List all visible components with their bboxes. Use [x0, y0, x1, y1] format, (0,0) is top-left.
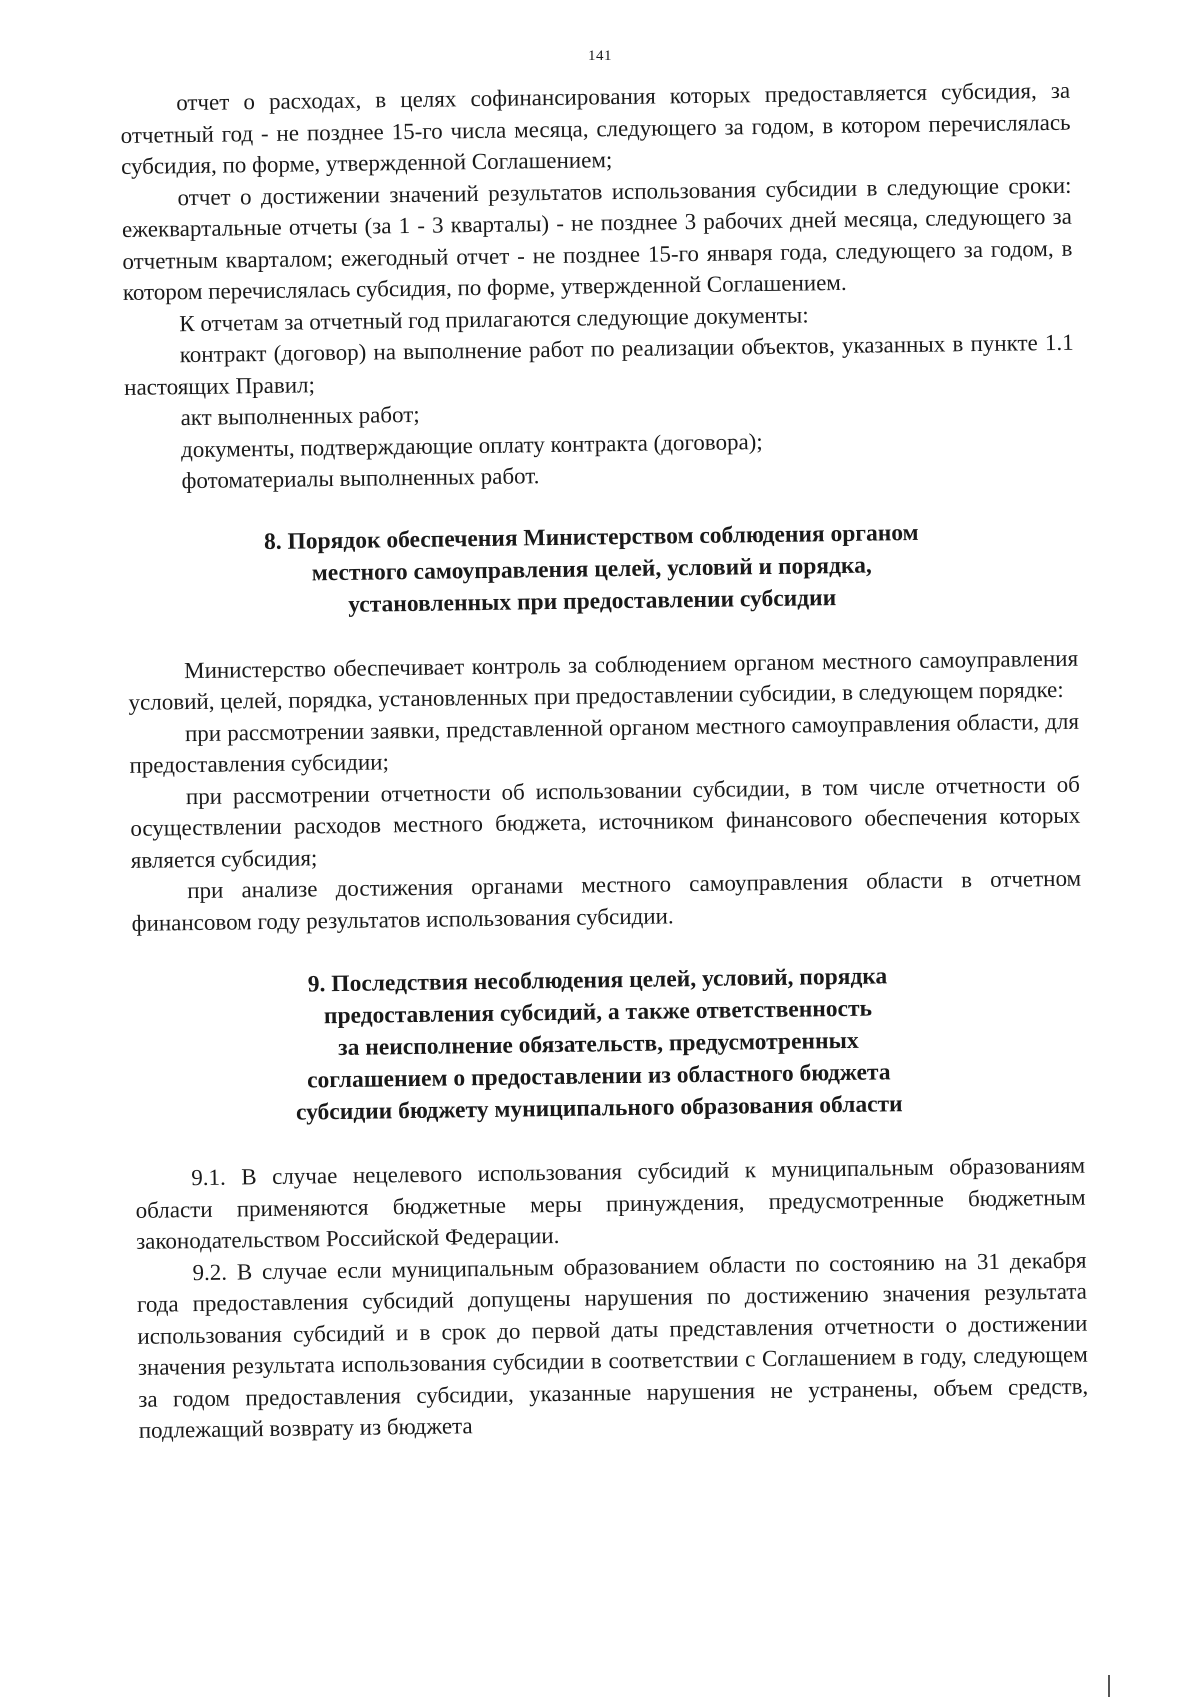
section-title-line: соглашением о предоставлении из областного бюджета [306, 1059, 891, 1094]
page-number: 141 [588, 48, 612, 64]
paragraph: документы, подтверждающие оплату контракта (договора); [180, 428, 763, 462]
paragraph: 9.1. В случае нецелевого использования субсидий к муниципальным образованиям области применяются бюджетные меры принуждения, предусмотренные бюджетным законодательством Российской Федерации. [135, 1152, 1086, 1254]
paragraph: акт выполненных работ; [180, 401, 420, 431]
section-9-body [135, 1150, 1089, 1447]
section-title-line: установленных при предоставлении субсидии [348, 584, 837, 618]
paragraph: Министерство обеспечивает контроль за соблюдением органом местного самоуправления условий, целей, порядка, установленных при предоставлении субсидии, в следующем порядке: [128, 645, 1079, 715]
paragraph: при рассмотрении отчетности об использовании субсидии, в том числе отчетности об осуществлении расходов местного бюджета, источником финансового обеспечения которых является субсидия; [130, 771, 1081, 873]
section-8-title [126, 514, 1077, 623]
section-title-line: 8. Порядок обеспечения Министерством соблюдения органом [263, 519, 919, 555]
paragraph: отчет о расходах, в целях софинансирования которых предоставляется субсидия, за отчетный год - не позднее 15-го числа месяца, следующего за годом, в котором перечислялась субсидия, по форме, утвержденной Соглашением; [120, 77, 1071, 179]
section-title-line: местного самоуправления целей, условий и порядка, [311, 552, 872, 586]
section-title-line: субсидии бюджету муниципального образования области [295, 1091, 903, 1126]
paragraph: фотоматериалы выполненных работ. [181, 463, 540, 494]
document-body [120, 75, 1089, 1447]
paragraph: К отчетам за отчетный год прилагаются следующие документы: [179, 301, 809, 336]
section-8-body [128, 642, 1082, 939]
paragraph: контракт (договор) на выполнение работ по реализации объектов, указанных в пункте 1.1 настоящих Правил; [124, 329, 1074, 400]
paragraph: при анализе достижения органами местного самоуправления области в отчетном финансовом году результатов использования субсидии. [131, 865, 1082, 936]
paragraph: отчет о достижении значений результатов использования субсидии в следующие сроки: ежеквартальные отчеты (за 1 - 3 кварталы) - не позднее 3 рабочих дней месяца, следующего за отчетным кварталом; ежегодный отчет - не позднее 15-го января года, следующего за годом, в котором перечислялась субсидия, по форме, утвержденной Соглашением. [121, 172, 1073, 305]
paragraph: при рассмотрении заявки, представленной органом местного самоуправления области, для предоставления субсидии; [129, 708, 1080, 778]
intro-block [120, 75, 1076, 498]
section-title-line: предоставления субсидий, а также ответственность [323, 995, 873, 1030]
paragraph: 9.2. В случае если муниципальным образованием области по состоянию на 31 декабря года предоставления субсидий допущены нарушения по достижению значения результата использования субсидий и в срок до первой даты представления отчетности о достижении значения результата использования субсидии в соответствии с Соглашением в году, следующем за годом предоставления субсидии, указанные нарушения не устранены, объем средств, подлежащий возврату из бюджета [136, 1247, 1089, 1443]
section-title-line: 9. Последствия несоблюдения целей, условий, порядка [307, 963, 888, 998]
scan-edge-mark [1108, 1675, 1110, 1697]
section-title-line: за неисполнение обязательств, предусмотренных [338, 1027, 859, 1062]
section-9-title [132, 958, 1084, 1131]
